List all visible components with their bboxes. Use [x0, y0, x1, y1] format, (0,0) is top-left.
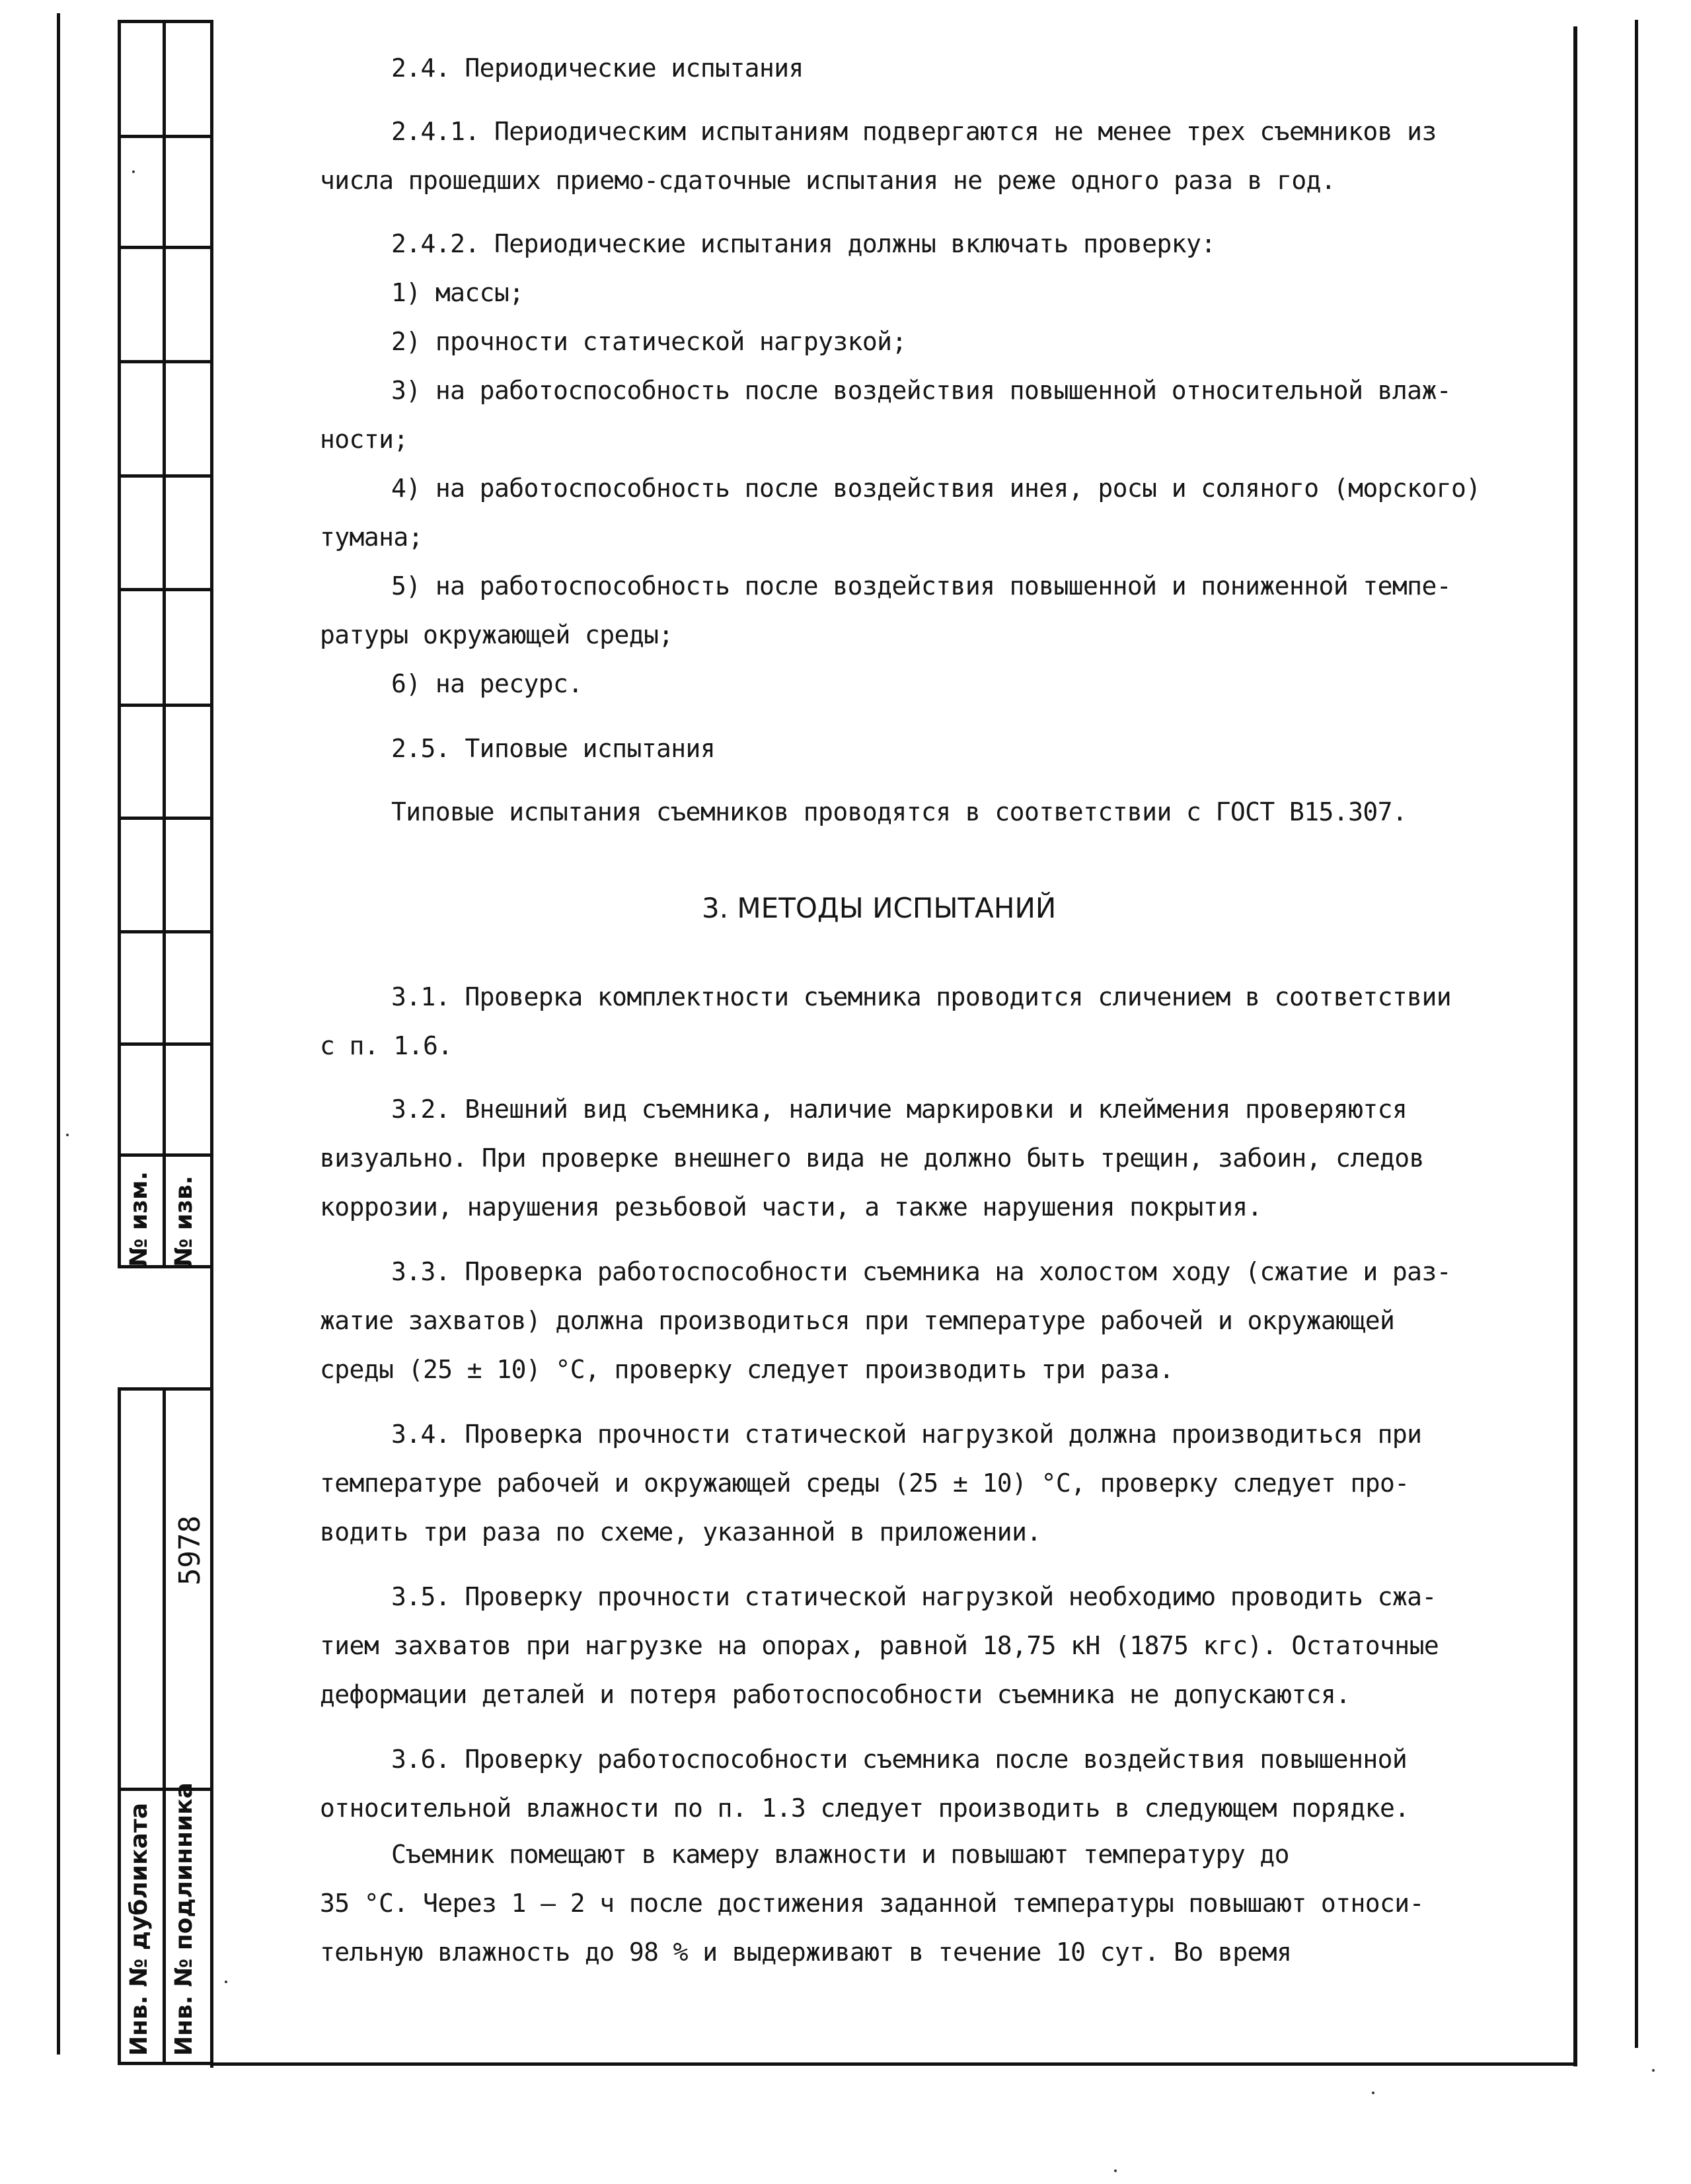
list-item-2: 2) прочности статической нагрузкой;	[391, 327, 907, 356]
scan-speck	[1372, 2092, 1374, 2094]
scan-speck	[132, 170, 135, 173]
original-inventory-label: Инв. № подлинника	[170, 1782, 198, 2056]
method-3-4-line-3: водить три раза по схеме, указанной в приложении.	[320, 1517, 1041, 1547]
grid-row-line	[118, 1042, 213, 1046]
method-3-2-line-2: визуально. При проверке внешнего вида не должно быть трещин, забоин, следов	[320, 1144, 1424, 1173]
list-item-5-line-1: 5) на работоспособность после воздействия повышенной и пониженной темпе-	[391, 571, 1452, 601]
list-item-1: 1) массы;	[391, 278, 524, 307]
scan-speck	[1114, 2169, 1117, 2172]
inventory-block-row-line	[118, 1788, 213, 1791]
paragraph-2-4-1-line-1: 2.4.1. Периодическим испытаниям подвергаются не менее трех съемников из	[391, 117, 1437, 146]
scan-speck	[225, 1981, 227, 1983]
method-3-6-line-1: 3.6. Проверку работоспособности съемника после воздействия повышенной	[391, 1745, 1408, 1774]
list-item-6: 6) на ресурс.	[391, 669, 583, 698]
method-3-5-line-2: тием захватов при нагрузке на опорах, равной 18,75 кН (1875 кгс). Остаточные	[320, 1631, 1439, 1660]
original-inventory-number: 5978	[173, 1515, 207, 1585]
grid-row-line	[118, 360, 213, 363]
method-3-5-line-3: деформации деталей и потеря работоспособности съемника не допускаются.	[320, 1680, 1351, 1709]
method-3-3-line-2: жатие захватов) должна производиться при температуре рабочей и окружающей	[320, 1306, 1395, 1335]
list-item-3-line-2: ности;	[320, 425, 408, 454]
inventory-block-divider	[163, 1387, 166, 2065]
method-3-4-line-1: 3.4. Проверка прочности статической нагрузкой должна производиться при	[391, 1420, 1422, 1449]
section-heading-2-5: 2.5. Типовые испытания	[391, 734, 716, 763]
change-grid-divider	[163, 20, 166, 1268]
grid-row-line	[118, 588, 213, 591]
list-item-4-line-2: тумана;	[320, 523, 423, 552]
method-3-3-line-3: среды (25 ± 10) °С, проверку следует производить три раза.	[320, 1355, 1174, 1384]
method-3-6-cont-line-3: тельную влажность до 98 % и выдерживают в течение 10 сут. Во время	[320, 1938, 1292, 1967]
method-3-2-line-3: коррозии, нарушения резьбовой части, а также нарушения покрытия.	[320, 1192, 1262, 1221]
grid-row-line	[118, 704, 213, 707]
list-item-5-line-2: ратуры окружающей среды;	[320, 620, 673, 649]
method-3-5-line-1: 3.5. Проверку прочности статической нагрузкой необходимо проводить сжа-	[391, 1582, 1437, 1611]
page-edge-right	[1635, 20, 1638, 2048]
grid-row-line	[118, 135, 213, 138]
paragraph-2-4-1-line-2: числа прошедших приемо-сдаточные испытания не реже одного раза в год.	[320, 166, 1336, 195]
method-3-1-line-2: с п. 1.6.	[320, 1031, 453, 1060]
method-3-3-line-1: 3.3. Проверка работоспособности съемника на холостом ходу (сжатие и раз-	[391, 1257, 1452, 1286]
paragraph-2-4-2: 2.4.2. Периодические испытания должны включать проверку:	[391, 229, 1216, 258]
grid-row-line	[118, 474, 213, 478]
grid-row-line	[118, 246, 213, 249]
grid-row-line	[118, 817, 213, 820]
scan-speck	[66, 1134, 69, 1136]
method-3-1-line-1: 3.1. Проверка комплектности съемника проводится сличением в соответствии	[391, 982, 1452, 1011]
paragraph-2-5: Типовые испытания съемников проводятся в соответствии с ГОСТ В15.307.	[391, 797, 1408, 826]
method-3-4-line-2: температуре рабочей и окружающей среды (25 ± 10) °С, проверку следует про-	[320, 1469, 1409, 1498]
grid-row-line	[118, 1153, 213, 1157]
left-outer-border	[57, 13, 60, 2055]
method-3-6-cont-line-2: 35 °С. Через 1 – 2 ч после достижения заданной температуры повышают относи-	[320, 1889, 1424, 1918]
method-3-6-line-2: относительной влажности по п. 1.3 следует производить в следующем порядке.	[320, 1794, 1409, 1823]
method-3-2-line-1: 3.2. Внешний вид съемника, наличие маркировки и клеймения проверяются	[391, 1095, 1408, 1124]
notice-number-label: № изв.	[170, 1175, 198, 1267]
duplicate-inventory-label: Инв. № дубликата	[126, 1803, 153, 2056]
method-3-6-cont-line-1: Съемник помещают в камеру влажности и повышают температуру до	[391, 1840, 1289, 1869]
grid-row-line	[118, 930, 213, 933]
chapter-title: 3. МЕТОДЫ ИСПЫТАНИЙ	[702, 892, 1057, 924]
frame-right-border	[1573, 26, 1577, 2066]
change-number-label: № изм.	[126, 1171, 153, 1267]
section-heading-2-4: 2.4. Периодические испытания	[391, 54, 804, 83]
frame-bottom-border	[210, 2062, 1575, 2066]
list-item-4-line-1: 4) на работоспособность после воздействия инея, росы и соляного (морского)	[391, 474, 1481, 503]
scan-speck	[1652, 2069, 1655, 2072]
list-item-3-line-1: 3) на работоспособность после воздействия повышенной относительной влаж-	[391, 376, 1452, 405]
